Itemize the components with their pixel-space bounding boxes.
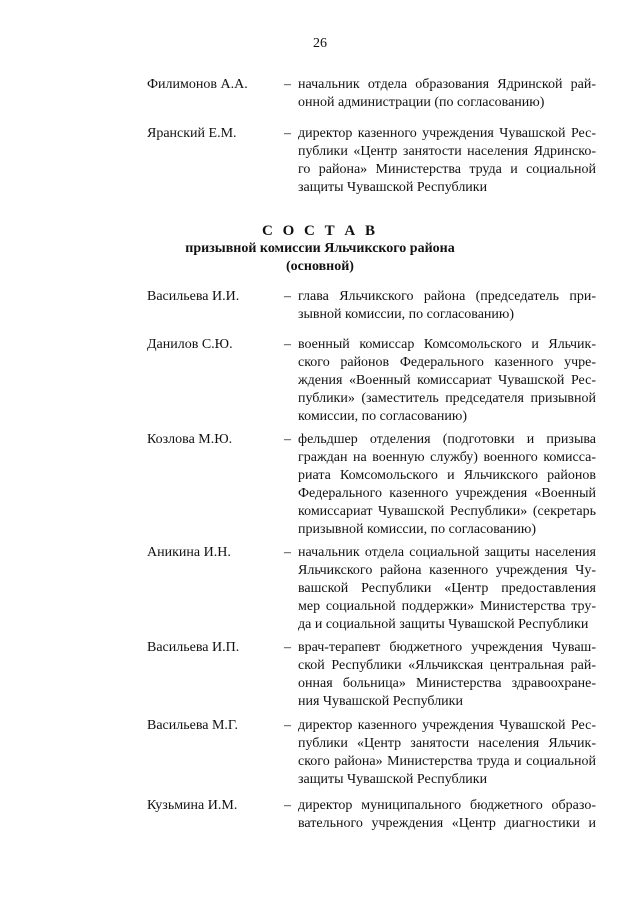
role-line: го района» Министерства труда и социальной — [298, 162, 596, 177]
member-dash: – — [284, 798, 291, 813]
member-dash: – — [284, 77, 291, 92]
section-title: С О С Т А В — [262, 223, 378, 239]
section-subtitle: призывной комиссии Яльчикского района — [185, 241, 455, 256]
role-line: вательного учреждения «Центр диагностики и — [298, 816, 596, 831]
role-line: глава Яльчикского района (председатель при- — [298, 289, 596, 304]
role-line: публики «Центр занятости населения Яльчик- — [298, 736, 596, 751]
role-line: онная больница» Министерства здравоохране- — [298, 676, 596, 691]
role-line: директор казенного учреждения Чувашской Рес- — [298, 718, 596, 733]
role-line: комиссариат Чувашской Республики» (секретарь — [298, 504, 596, 519]
role-line: да и социальной защиты Чувашской Республики — [298, 617, 589, 632]
member-name: Васильева М.Г. — [147, 718, 238, 733]
role-line: риата Комсомольского и Яльчикского районов — [298, 468, 596, 483]
role-line: ждения «Военный комиссариат Чувашской Рес- — [298, 373, 596, 388]
member-name: Данилов С.Ю. — [147, 337, 233, 352]
member-dash: – — [284, 640, 291, 655]
role-line: врач-терапевт бюджетного учреждения Чуваш- — [298, 640, 596, 655]
role-line: начальник отдела образования Ядринской рай- — [298, 77, 596, 92]
role-line: ского районов Федерального казенного учре- — [298, 355, 596, 370]
role-line: военный комиссар Комсомольского и Яльчик- — [298, 337, 596, 352]
role-line: директор муниципального бюджетного образо- — [298, 798, 596, 813]
member-role — [298, 544, 596, 634]
member-role — [298, 288, 596, 324]
role-line: ского района» Министерства труда и социальной — [298, 754, 596, 769]
role-line: защиты Чувашской Республики — [298, 180, 488, 195]
role-line: граждан на военную службу) военного комисса- — [298, 450, 596, 465]
member-dash: – — [284, 432, 291, 447]
member-role — [298, 639, 596, 711]
role-line: защиты Чувашской Республики — [298, 772, 488, 787]
role-line: фельдшер отделения (подготовки и призыва — [298, 432, 596, 447]
page-number: 26 — [313, 36, 327, 51]
role-line: зывной комиссии, по согласованию) — [298, 307, 515, 322]
member-name: Филимонов А.А. — [147, 77, 248, 92]
member-dash: – — [284, 337, 291, 352]
role-line: призывной комиссии, по согласованию) — [298, 522, 536, 537]
member-name: Аникина И.Н. — [147, 545, 231, 560]
member-name: Козлова М.Ю. — [147, 432, 233, 447]
member-name: Яранский Е.М. — [147, 126, 237, 141]
member-role — [298, 125, 596, 197]
member-dash: – — [284, 718, 291, 733]
member-role — [298, 717, 596, 789]
member-dash: – — [284, 289, 291, 304]
role-line: публики» (заместитель председателя призывной — [298, 391, 596, 406]
member-dash: – — [284, 545, 291, 560]
member-name: Кузьмина И.М. — [147, 798, 238, 813]
member-role — [298, 797, 596, 833]
role-line: начальник отдела социальной защиты населения — [298, 545, 596, 560]
member-name: Васильева И.П. — [147, 640, 240, 655]
role-line: вашской Республики «Центр предоставления — [298, 581, 596, 596]
member-role — [298, 336, 596, 426]
role-line: Федерального казенного учреждения «Военный — [298, 486, 596, 501]
member-role — [298, 76, 596, 112]
member-name: Васильева И.И. — [147, 289, 240, 304]
role-line: публики «Центр занятости населения Ядринско- — [298, 144, 596, 159]
role-line: ской Республики «Яльчикская центральная рай- — [298, 658, 596, 673]
role-line: директор казенного учреждения Чувашской Рес- — [298, 126, 596, 141]
section-qualifier: (основной) — [286, 259, 354, 274]
role-line: мер социальной поддержки» Министерства тру- — [298, 599, 596, 614]
role-line: Яльчикского района казенного учреждения Чу- — [298, 563, 596, 578]
role-line: комиссии, по согласованию) — [298, 409, 467, 424]
member-role — [298, 431, 596, 539]
role-line: онной администрации (по согласованию) — [298, 95, 545, 110]
member-dash: – — [284, 126, 291, 141]
role-line: ния Чувашской Республики — [298, 694, 463, 709]
